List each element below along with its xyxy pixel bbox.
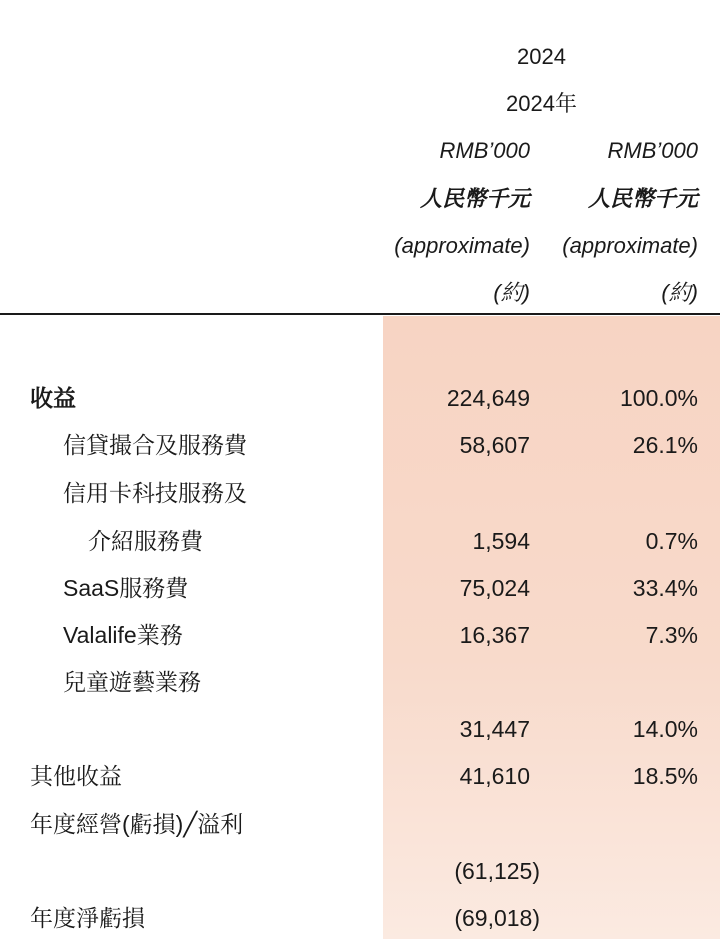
col2-currency: RMB’000 — [607, 138, 698, 163]
col1-approx: (approximate) — [394, 233, 530, 258]
row-operating-amount: (61,125) — [454, 858, 540, 884]
row-card-amount: 1,594 — [472, 528, 530, 554]
row-valalife-label: Valalife業務 — [63, 622, 183, 648]
col2-currency-cn: 人民幣千元 — [587, 186, 698, 211]
row-net-loss-amount: (69,018) — [454, 905, 540, 931]
row-card-pct: 0.7% — [645, 528, 698, 554]
row-saas-pct: 33.4% — [632, 575, 698, 601]
col2-approx: (approximate) — [562, 233, 698, 258]
row-revenue-amount: 224,649 — [446, 385, 530, 411]
header-year-cn: 2024年 — [506, 91, 577, 116]
header-divider — [0, 313, 720, 315]
row-credit-pct: 26.1% — [632, 432, 698, 458]
row-valalife-amount: 16,367 — [459, 622, 530, 648]
row-credit-amount: 58,607 — [459, 432, 530, 458]
row-other-income-pct: 18.5% — [632, 763, 698, 789]
row-revenue-label: 收益 — [30, 385, 76, 411]
row-net-loss-label: 年度淨虧損 — [30, 905, 145, 931]
row-valalife-pct: 7.3% — [645, 622, 698, 648]
row-card-label-line1: 信用卡科技服務及 — [63, 480, 247, 506]
col1-currency-cn: 人民幣千元 — [419, 186, 530, 211]
row-other-income-amount: 41,610 — [459, 763, 530, 789]
row-saas-label: SaaS服務費 — [63, 575, 189, 601]
col2-approx-cn: (約) — [661, 280, 698, 305]
row-credit-label: 信貸撮合及服務費 — [63, 432, 247, 458]
row-saas-amount: 75,024 — [459, 575, 530, 601]
row-kids-label: 兒童遊藝業務 — [63, 669, 201, 695]
row-operating-label: 年度經營(虧損)╱溢利 — [30, 811, 244, 837]
col1-approx-cn: (約) — [493, 280, 530, 305]
row-revenue-pct: 100.0% — [619, 385, 698, 411]
row-card-label-line2: 介紹服務費 — [88, 528, 203, 554]
col1-currency: RMB’000 — [439, 138, 530, 163]
row-kids-amount: 31,447 — [459, 716, 530, 742]
row-kids-pct: 14.0% — [632, 716, 698, 742]
row-other-income-label: 其他收益 — [30, 763, 122, 789]
header-year: 2024 — [517, 44, 566, 69]
